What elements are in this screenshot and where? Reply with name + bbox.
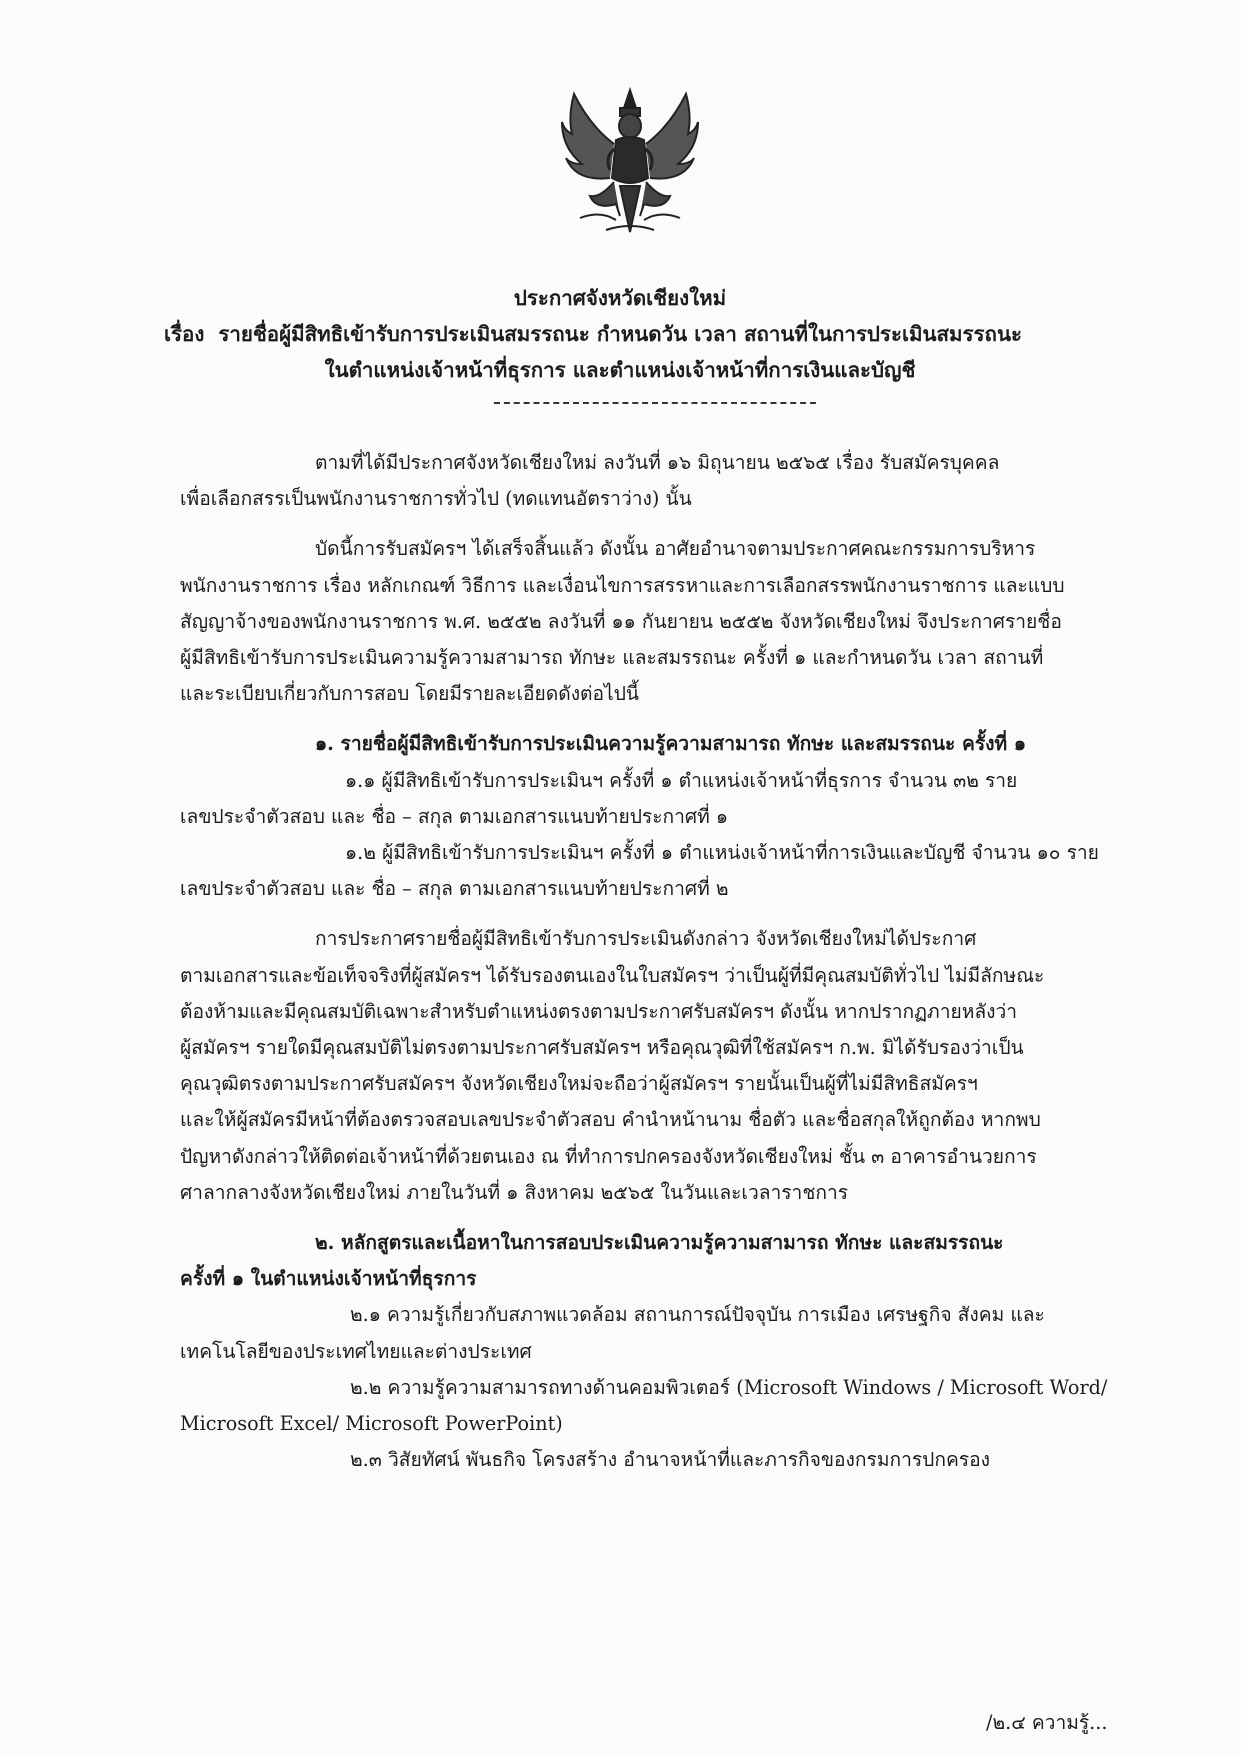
- section-1-heading: ๑. รายชื่อผู้มีสิทธิเข้ารับการประเมินความรู้ความสามารถ ทักษะ และสมรรถนะ ครั้งที่ ๑: [315, 732, 1027, 756]
- item-1-1-line-1: ๑.๑ ผู้มีสิทธิเข้ารับการประเมินฯ ครั้งที่ ๑ ตำแหน่งเจ้าหน้าที่ธุรการ จำนวน ๓๒ ราย: [345, 768, 1018, 792]
- announcement-title: ประกาศจังหวัดเชียงใหม่: [513, 286, 727, 310]
- para-2-line-2: พนักงานราชการ เรื่อง หลักเกณฑ์ วิธีการ และเงื่อนไขการสรรหาและการเลือกสรรพนักงานราชการ และแบบ: [180, 573, 1065, 597]
- item-1-1-line-2: เลขประจำตัวสอบ และ ชื่อ – สกุล ตามเอกสารแนบท้ายประกาศที่ ๑: [180, 804, 729, 828]
- subject-line-2: ในตำแหน่งเจ้าหน้าที่ธุรการ และตำแหน่งเจ้าหน้าที่การเงินและบัญชี: [324, 358, 916, 382]
- para-2-line-5: และระเบียบเกี่ยวกับการสอบ โดยมีรายละเอียดดังต่อไปนี้: [180, 682, 639, 706]
- para-2-line-3: สัญญาจ้างของพนักงานราชการ พ.ศ. ๒๕๕๒ ลงวันที่ ๑๑ กันยายน ๒๕๕๒ จังหวัดเชียงใหม่ จึงประกาศรายชื่อ: [180, 609, 1062, 633]
- subject-line-1: [150, 316, 1090, 352]
- garuda-emblem-icon: [560, 86, 700, 238]
- para-3-line-4: ผู้สมัครฯ รายใดมีคุณสมบัติไม่ตรงตามประกาศรับสมัครฯ หรือคุณวุฒิที่ใช้สมัครฯ ก.พ. มิได้รับรองว่าเป็น: [180, 1036, 1024, 1060]
- page-continuation: /๒.๔ ความรู้...: [986, 1711, 1108, 1734]
- para-3-line-6: และให้ผู้สมัครมีหน้าที่ต้องตรวจสอบเลขประจำตัวสอบ คำนำหน้านาม ชื่อตัว และชื่อสกุลให้ถูกต้อง หากพบ: [180, 1108, 1041, 1132]
- item-2-2-line-1: ๒.๒ ความรู้ความสามารถทางด้านคอมพิวเตอร์ (Microsoft Windows / Microsoft Word/: [350, 1375, 1108, 1399]
- section-2-heading-line-1: ๒. หลักสูตรและเนื้อหาในการสอบประเมินความรู้ความสามารถ ทักษะ และสมรรถนะ: [315, 1231, 1004, 1255]
- para-2-line-1: บัดนี้การรับสมัครฯ ได้เสร็จสิ้นแล้ว ดังนั้น อาศัยอำนาจตามประกาศคณะกรรมการบริหาร: [315, 537, 1036, 561]
- para-3-line-2: ตามเอกสารและข้อเท็จจริงที่ผู้สมัครฯ ได้รับรองตนเองในใบสมัครฯ ว่าเป็นผู้ที่มีคุณสมบัติทั่วไป ไม่มีลักษณะ: [180, 963, 1045, 987]
- announcement-header: [150, 280, 1090, 388]
- subject-text-1: รายชื่อผู้มีสิทธิเข้ารับการประเมินสมรรถนะ กำหนดวัน เวลา สถานที่ในการประเมินสมรรถนะ: [218, 322, 1022, 346]
- item-2-3: ๒.๓ วิสัยทัศน์ พันธกิจ โครงสร้าง อำนาจหน้าที่และภารกิจของกรมการปกครอง: [350, 1448, 990, 1472]
- para-3-line-7: ปัญหาดังกล่าวให้ติดต่อเจ้าหน้าที่ด้วยตนเอง ณ ที่ทำการปกครองจังหวัดเชียงใหม่ ชั้น ๓ อาคารอำนวยการ: [180, 1144, 1037, 1168]
- para-3-line-3: ต้องห้ามและมีคุณสมบัติเฉพาะสำหรับตำแหน่งตรงตามประกาศรับสมัครฯ ดังนั้น หากปรากฏภายหลังว่า: [180, 999, 1018, 1023]
- item-2-1-line-1: ๒.๑ ความรู้เกี่ยวกับสภาพแวดล้อม สถานการณ์ปัจจุบัน การเมือง เศรษฐกิจ สังคม และ: [350, 1303, 1045, 1327]
- subject-label: เรื่อง: [164, 322, 205, 346]
- para-3-line-8: ศาลากลางจังหวัดเชียงใหม่ ภายในวันที่ ๑ สิงหาคม ๒๕๖๕ ในวันและเวลาราชการ: [180, 1180, 849, 1204]
- para-2-line-4: ผู้มีสิทธิเข้ารับการประเมินความรู้ความสามารถ ทักษะ และสมรรถนะ ครั้งที่ ๑ และกำหนดวัน เวลา สถานที่: [180, 646, 1044, 670]
- title-divider: [494, 402, 816, 404]
- document-body: [180, 445, 1125, 1478]
- section-2-heading-line-2: ครั้งที่ ๑ ในตำแหน่งเจ้าหน้าที่ธุรการ: [180, 1267, 477, 1291]
- para-1-line-1: ตามที่ได้มีประกาศจังหวัดเชียงใหม่ ลงวันที่ ๑๖ มิถุนายน ๒๕๖๕ เรื่อง รับสมัครบุคคล: [315, 451, 1000, 474]
- item-1-2-line-1: ๑.๒ ผู้มีสิทธิเข้ารับการประเมินฯ ครั้งที่ ๑ ตำแหน่งเจ้าหน้าที่การเงินและบัญชี จำนวน ๑๐ ราย: [345, 841, 1099, 865]
- item-2-1-line-2: เทคโนโลยีของประเทศไทยและต่างประเทศ: [180, 1339, 532, 1363]
- para-1-line-2: เพื่อเลือกสรรเป็นพนักงานราชการทั่วไป (ทดแทนอัตราว่าง) นั้น: [180, 487, 692, 511]
- item-1-2-line-2: เลขประจำตัวสอบ และ ชื่อ – สกุล ตามเอกสารแนบท้ายประกาศที่ ๒: [180, 877, 729, 901]
- para-3-line-1: การประกาศรายชื่อผู้มีสิทธิเข้ารับการประเมินดังกล่าว จังหวัดเชียงใหม่ได้ประกาศ: [315, 927, 977, 951]
- para-3-line-5: คุณวุฒิตรงตามประกาศรับสมัครฯ จังหวัดเชียงใหม่จะถือว่าผู้สมัครฯ รายนั้นเป็นผู้ที่ไม่มีสิทธิสมัครฯ: [180, 1072, 978, 1096]
- item-2-2-line-2: Microsoft Excel/ Microsoft PowerPoint): [180, 1412, 563, 1436]
